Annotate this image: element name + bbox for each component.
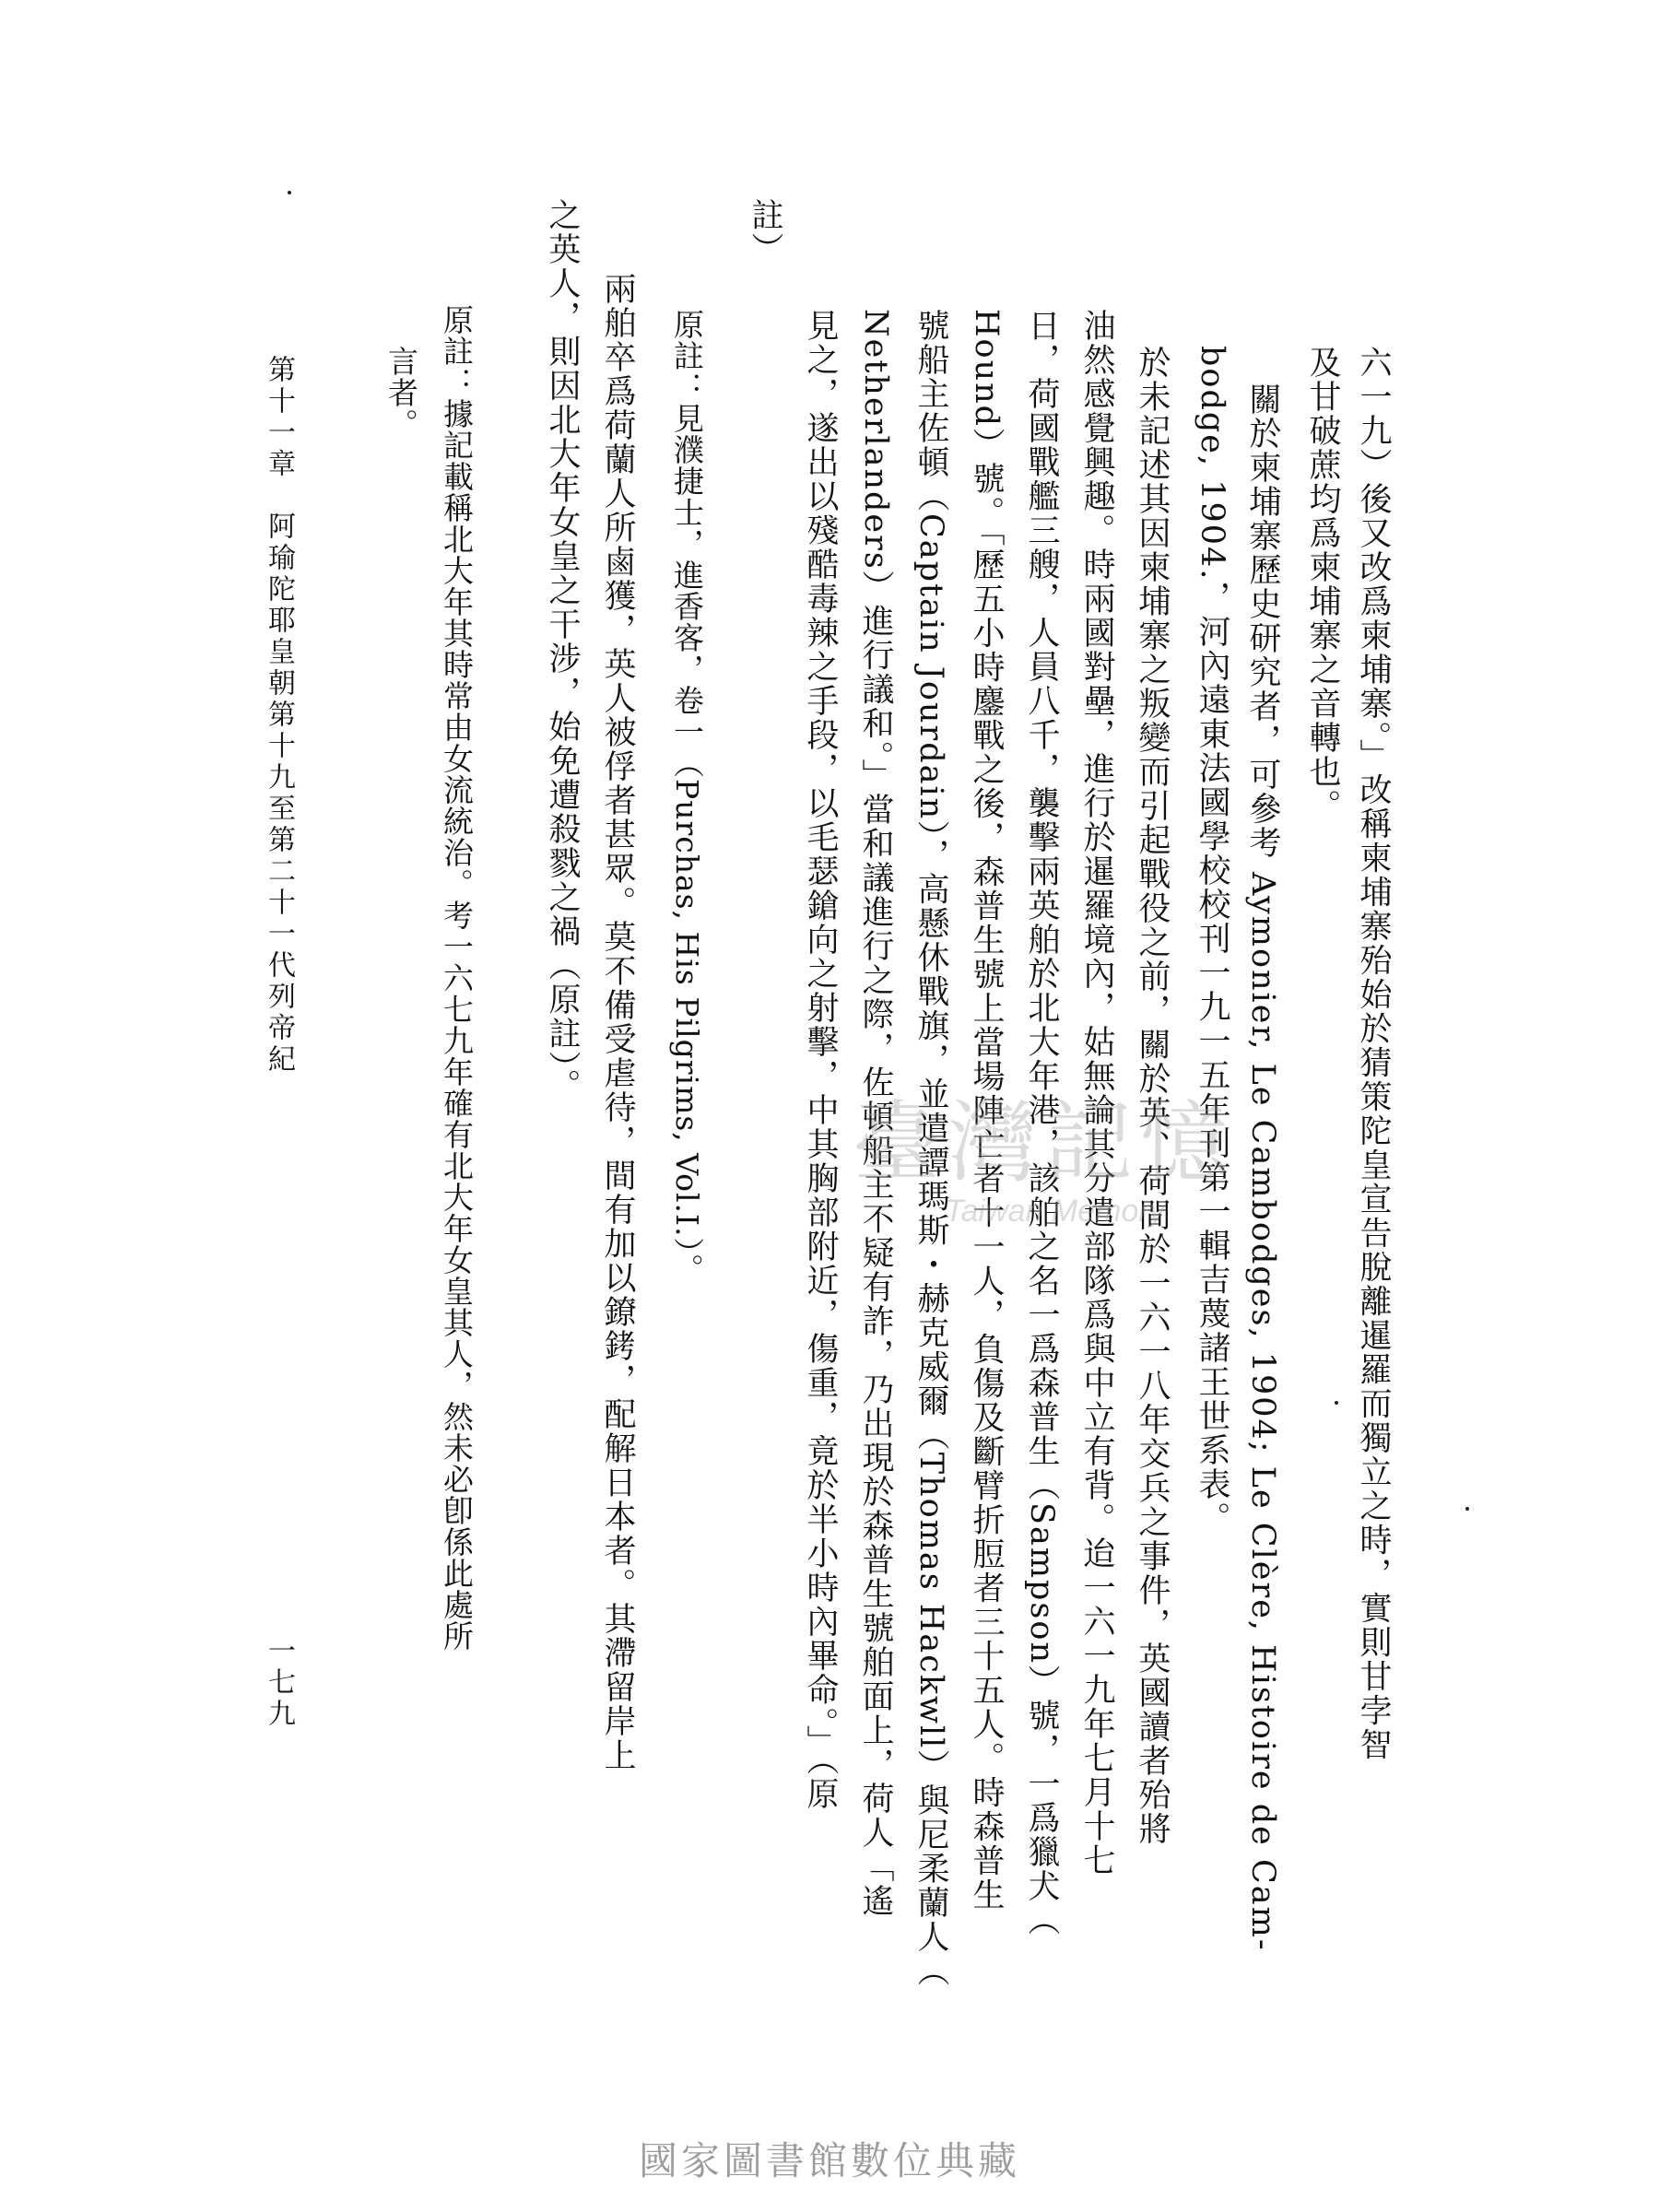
scan-speck bbox=[1335, 1401, 1338, 1405]
text-column-12: 註） bbox=[747, 198, 783, 266]
text-column-1: 六一九）後又改爲柬埔寨。」改稱柬埔寨殆始於猜策陀皇宣告脫離暹羅而獨立之時，實則甘孛智 bbox=[1355, 346, 1392, 1762]
text-column-7: 日，荷國戰艦三艘，人員八千，襲擊兩英舶於北大年港，該舶之名一爲森普生（Sampson）號，一爲獵犬（ bbox=[1023, 309, 1060, 1938]
footnote-column-1: 原註：見濮捷士，進香客，卷一（Purchas, His Pilgrims, Vol.I.）。 bbox=[669, 309, 705, 1286]
scan-speck bbox=[288, 191, 291, 194]
footnote-column-2: 原註：據記載稱北大年其時常由女流統治。考一六七九年確有北大年女皇其人，然未必卽係此處所 bbox=[439, 304, 475, 1652]
watermark-subtitle: Taiwan Memory bbox=[945, 1194, 1165, 1229]
taiwan-memory-watermark bbox=[853, 1092, 1313, 1277]
text-column-5: 於未記述其因柬埔寨之叛變而引起戰役之前，關於英、荷間於一六一八年交兵之事件，英國讀者殆將 bbox=[1134, 346, 1171, 1846]
page-number: 一七九 bbox=[263, 1636, 295, 1730]
text-column-6: 油然感覺興趣。時兩國對壘，進行於暹羅境內，姑無論其分遣部隊爲與中立有背。迨一六一九年七月十七 bbox=[1078, 309, 1115, 1877]
text-column-13: 兩舶卒爲荷蘭人所鹵獲，英人被俘者甚眾。莫不備受虐待，間有加以鐐銬，配解日本者。其滯留岸上 bbox=[599, 272, 636, 1772]
text-column-3: 關於柬埔寨歷史研究者，可參考 Aymonier, Le Cambodges, 1904; Le Clère, Histoire de Cam- bbox=[1244, 382, 1281, 1952]
text-column-9: 號船主佐頓（Captain Jourdain），高懸休戰旗，並遣譚瑪斯・赫克威爾（Thomas Hackwll）與尼柔蘭人（ bbox=[912, 309, 949, 1989]
library-footer-stamp: 國家圖書館數位典藏 bbox=[638, 2138, 1020, 2183]
text-column-2: 及甘破蔗均爲柬埔寨之音轉也。 bbox=[1304, 346, 1341, 823]
watermark-mark: 臺灣記憶 bbox=[853, 1091, 1236, 1194]
scan-speck bbox=[1465, 1507, 1469, 1511]
text-column-4: bodge, 1904.，河內遠東法國學校校刊一九一五年刊第一輯吉蔑諸王世系表。 bbox=[1194, 346, 1230, 1536]
text-column-11: 見之，遂出以殘酷毒辣之手段，以毛瑟鎗向之射擊，中其胸部附近，傷重，竟於半小時內畢命。」（原 bbox=[802, 309, 839, 1811]
text-column-8: Hound）號。「歷五小時鏖戰之後，森普生號上當場陣亡者十一人，負傷及斷臂折脰者三十五人。時森普生 bbox=[968, 309, 1005, 1912]
text-column-10: Netherlanders）進行議和。」當和議進行之際，佐頓船主不疑有詐，乃出現於森普生號舶面上，荷人「遙 bbox=[857, 309, 894, 1919]
running-head: 第十一章 阿瑜陀耶皇朝第十九至第二十一代列帝紀 bbox=[263, 355, 295, 1076]
text-column-14: 之英人，則因北大年女皇之干涉，始免遭殺戮之禍（原註）。 bbox=[544, 198, 581, 1103]
footnote-column-3: 言者。 bbox=[383, 346, 419, 440]
